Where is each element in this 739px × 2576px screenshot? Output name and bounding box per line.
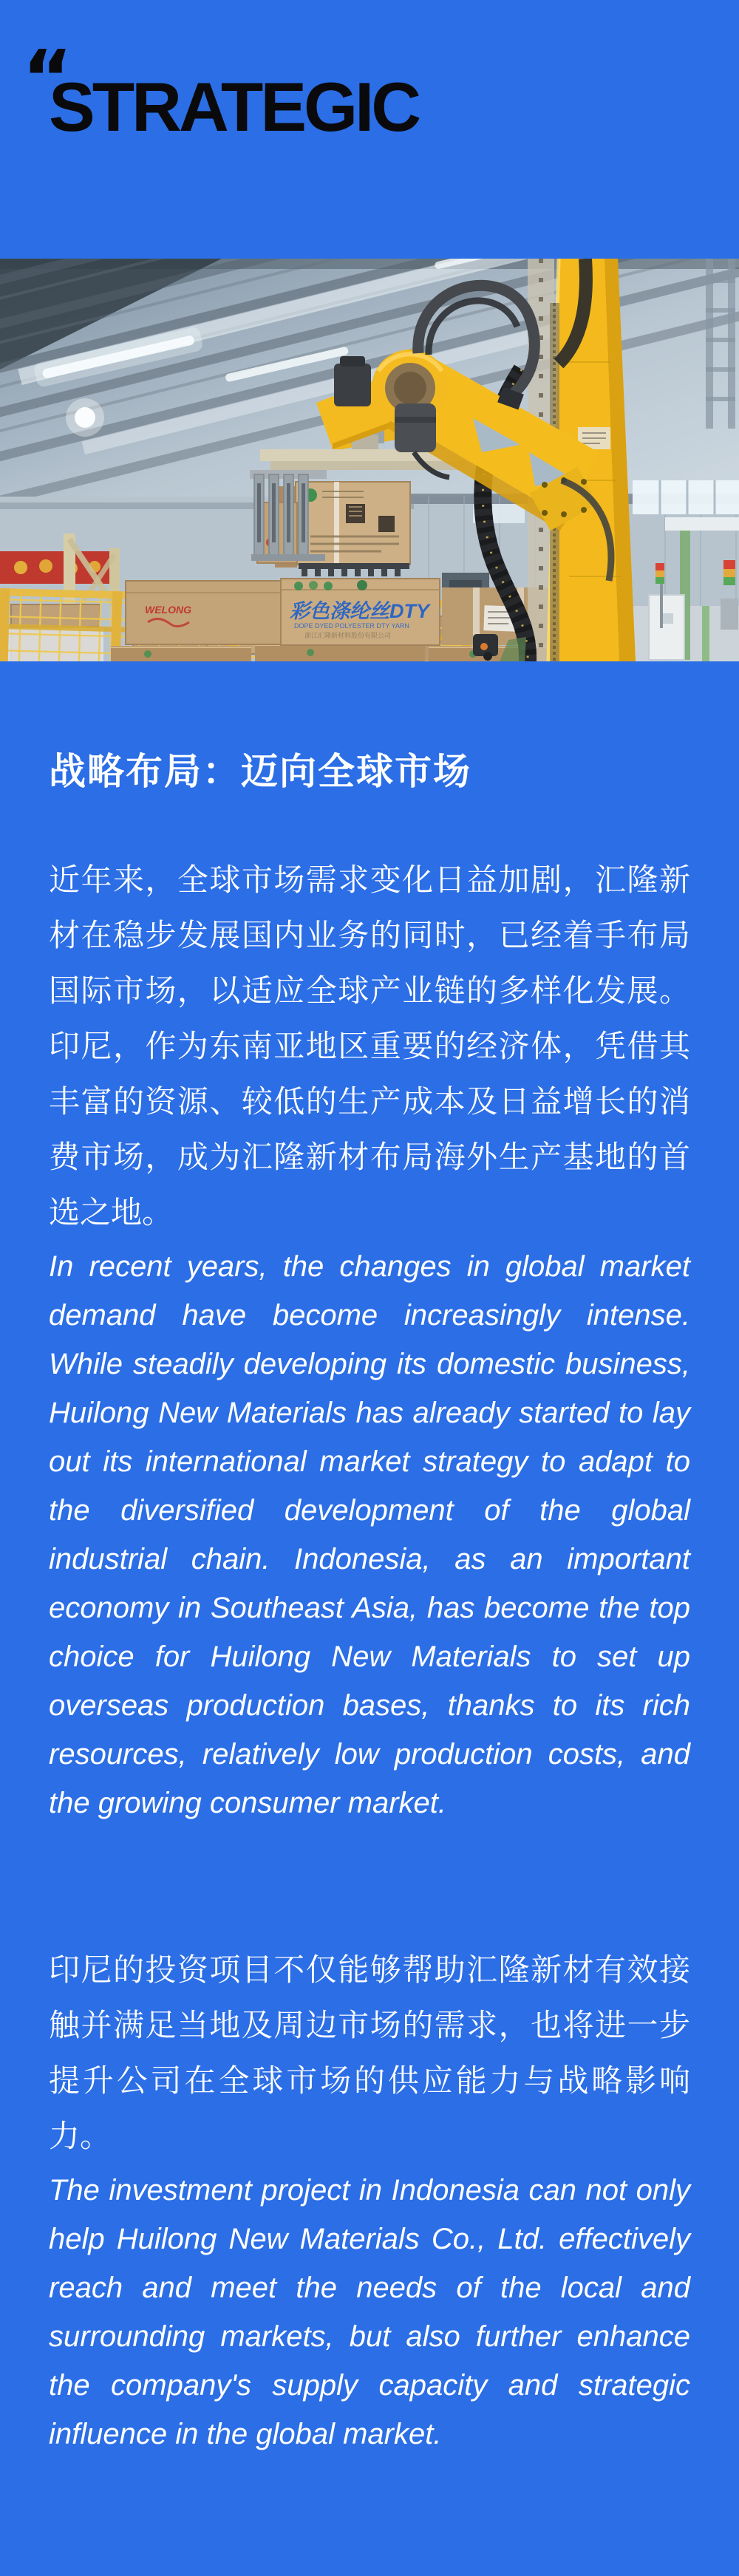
box-company-text: 浙江汇隆新材料股份有限公司 <box>304 632 392 639</box>
paragraph-en-2: The investment project in Indonesia can not only help Huilong New Materials Co., Ltd. effectively reach and meet the needs of the local and surrounding markets, but also further enhance the company's supply capacity and strategic influence in the global market. <box>49 2174 690 2450</box>
box-label-en-text: DOPE DYED POLYESTER DTY YARN <box>294 622 409 630</box>
factory-photo-illustration <box>0 259 739 661</box>
quote-mark-icon: “ <box>22 33 73 123</box>
section-title: 战略布局：迈向全球市场 <box>49 751 471 792</box>
box-label-cn-text: 彩色涤纶丝DTY <box>290 600 429 622</box>
factory-photo <box>0 259 739 661</box>
paragraph-cn-1: 近年来，全球市场需求变化日益加剧，汇隆新材在稳步发展国内业务的同时，已经着手布局国际市场，以适应全球产业链的多样化发展。印尼，作为东南亚地区重要的经济体，凭借其丰富的资源、较低的生产成本及日益增长的消费市场，成为汇隆新材布局海外生产基地的首选之地。 <box>49 862 690 1230</box>
paragraph-cn-2: 印尼的投资项目不仅能够帮助汇隆新材有效接触并满足当地及周边市场的需求，也将进一步提升公司在全球市场的供应能力与战略影响力。 <box>49 1952 690 2153</box>
round-lamp <box>66 398 104 437</box>
paragraph-en-1: In recent years, the changes in global market demand have become increasingly intense. While steadily developing its domestic business, Huilong New Materials has already started to lay out its international market strategy to adapt to the diversified development of the global industrial chain. Indonesia, as an important economy in Southeast Asia, has become the top choice for Huilong New Materials to set up overseas production bases, thanks to its rich resources, relatively low production costs, and the growing consumer market. <box>49 1250 690 1819</box>
page-title: STRATEGIC <box>49 68 419 146</box>
box-brand-text: WELONG <box>145 604 191 616</box>
